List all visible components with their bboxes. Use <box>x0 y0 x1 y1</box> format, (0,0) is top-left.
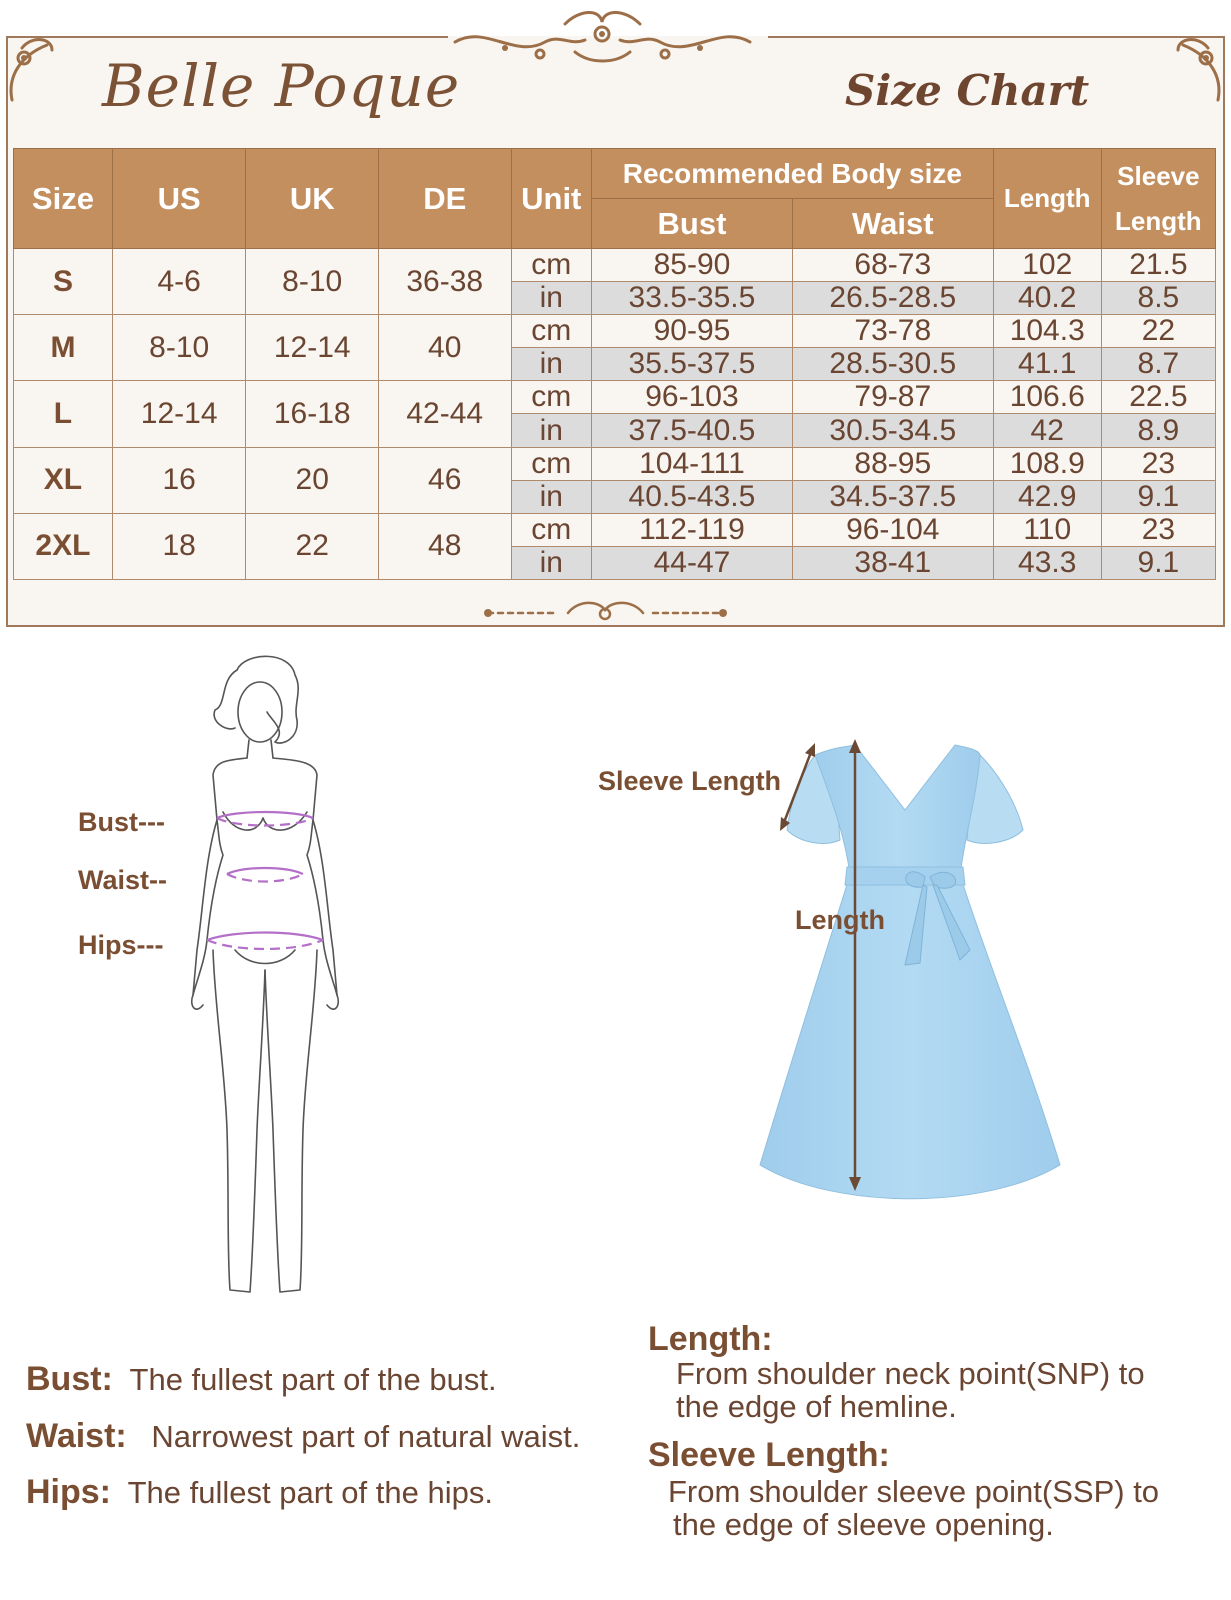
text-length-line2: the edge of hemline. <box>676 1389 957 1425</box>
cell-size: 2XL <box>14 513 113 579</box>
cell-waist: 73-78 <box>792 315 993 348</box>
cell-length: 108.9 <box>993 447 1101 480</box>
term-length: Length: <box>648 1320 773 1358</box>
cell-sleeve: 23 <box>1101 447 1215 480</box>
cell-size: S <box>14 249 113 315</box>
cell-unit: in <box>511 282 592 315</box>
cell-de: 46 <box>378 447 511 513</box>
table-row <box>14 447 1216 480</box>
cell-bust: 44-47 <box>592 546 793 579</box>
text-hips: The fullest part of the hips. <box>127 1475 493 1510</box>
cell-unit: cm <box>511 315 592 348</box>
label-bust: Bust--- <box>78 807 165 837</box>
header-recommended: Recommended Body size <box>592 149 994 199</box>
cell-uk: 20 <box>246 447 379 513</box>
text-bust: The fullest part of the bust. <box>129 1362 497 1397</box>
cell-bust: 40.5-43.5 <box>592 480 793 513</box>
cell-us: 16 <box>112 447 246 513</box>
cell-length: 104.3 <box>993 315 1101 348</box>
cell-bust: 33.5-35.5 <box>592 282 793 315</box>
label-waist: Waist-- <box>78 865 167 895</box>
definition-waist <box>26 1417 580 1456</box>
cell-size: XL <box>14 447 113 513</box>
table-row <box>14 381 1216 414</box>
header-uk: UK <box>246 149 379 249</box>
bottom-ornament-icon <box>478 596 733 630</box>
cell-us: 18 <box>112 513 246 579</box>
cell-waist: 88-95 <box>792 447 993 480</box>
cell-sleeve: 23 <box>1101 513 1215 546</box>
text-sleeve-line1: From shoulder sleeve point(SSP) to <box>668 1474 1160 1509</box>
label-hips: Hips--- <box>78 930 164 960</box>
header-length: Length <box>993 149 1101 249</box>
cell-sleeve: 8.9 <box>1101 414 1215 447</box>
cell-bust: 85-90 <box>592 249 793 282</box>
cell-uk: 12-14 <box>246 315 379 381</box>
cell-waist: 34.5-37.5 <box>792 480 993 513</box>
cell-waist: 30.5-34.5 <box>792 414 993 447</box>
table-row <box>14 315 1216 348</box>
header-waist: Waist <box>792 199 993 249</box>
cell-length: 42 <box>993 414 1101 447</box>
cell-bust: 104-111 <box>592 447 793 480</box>
cell-us: 8-10 <box>112 315 246 381</box>
term-bust: Bust: <box>26 1360 113 1398</box>
cell-bust: 37.5-40.5 <box>592 414 793 447</box>
cell-unit: in <box>511 480 592 513</box>
cell-length: 110 <box>993 513 1101 546</box>
size-table <box>13 148 1216 580</box>
panel-border-top-left <box>8 36 448 38</box>
cell-unit: cm <box>511 249 592 282</box>
cell-waist: 79-87 <box>792 381 993 414</box>
cell-uk: 16-18 <box>246 381 379 447</box>
header-bust: Bust <box>592 199 793 249</box>
cell-length: 42.9 <box>993 480 1101 513</box>
header-sleeve-line1: Sleeve <box>1117 161 1200 192</box>
cell-unit: cm <box>511 381 592 414</box>
cell-de: 40 <box>378 315 511 381</box>
dress-illustration-icon <box>755 735 1065 1215</box>
definition-hips <box>26 1473 493 1512</box>
cell-size: M <box>14 315 113 381</box>
term-sleeve-length: Sleeve Length: <box>648 1436 890 1474</box>
cell-waist: 28.5-30.5 <box>792 348 993 381</box>
corner-ornament-left-icon <box>2 30 62 110</box>
cell-unit: in <box>511 546 592 579</box>
cell-length: 106.6 <box>993 381 1101 414</box>
header-sleeve-length <box>1101 149 1215 249</box>
cell-waist: 38-41 <box>792 546 993 579</box>
cell-sleeve: 8.7 <box>1101 348 1215 381</box>
cell-waist: 96-104 <box>792 513 993 546</box>
header-sleeve-line2: Length <box>1115 205 1202 236</box>
cell-us: 12-14 <box>112 381 246 447</box>
cell-sleeve: 21.5 <box>1101 249 1215 282</box>
cell-waist: 68-73 <box>792 249 993 282</box>
cell-unit: in <box>511 414 592 447</box>
table-row <box>14 249 1216 282</box>
panel-border-top-right <box>768 36 1223 38</box>
cell-de: 48 <box>378 513 511 579</box>
cell-length: 43.3 <box>993 546 1101 579</box>
term-hips: Hips: <box>26 1473 111 1511</box>
cell-unit: cm <box>511 513 592 546</box>
term-waist: Waist: <box>26 1417 127 1455</box>
text-length <box>676 1357 1145 1423</box>
cell-unit: in <box>511 348 592 381</box>
header-us: US <box>112 149 246 249</box>
cell-sleeve: 9.1 <box>1101 546 1215 579</box>
cell-bust: 90-95 <box>592 315 793 348</box>
cell-us: 4-6 <box>112 249 246 315</box>
cell-sleeve: 22 <box>1101 315 1215 348</box>
cell-length: 41.1 <box>993 348 1101 381</box>
chart-title: Size Chart <box>845 66 1090 115</box>
text-sleeve-length <box>668 1475 1159 1541</box>
header-de: DE <box>378 149 511 249</box>
cell-sleeve: 8.5 <box>1101 282 1215 315</box>
table-row <box>14 513 1216 546</box>
cell-uk: 8-10 <box>246 249 379 315</box>
label-sleeve-length: Sleeve Length <box>598 766 782 796</box>
cell-bust: 35.5-37.5 <box>592 348 793 381</box>
header-size: Size <box>14 149 113 249</box>
cell-bust: 96-103 <box>592 381 793 414</box>
text-sleeve-line2: the edge of sleeve opening. <box>673 1507 1054 1543</box>
cell-size: L <box>14 381 113 447</box>
label-length: Length <box>795 905 885 935</box>
body-silhouette-icon <box>175 650 355 1300</box>
cell-sleeve: 9.1 <box>1101 480 1215 513</box>
brand-logo: Belle Poque <box>102 52 461 120</box>
ornament-flourish-icon <box>445 4 760 68</box>
cell-de: 36-38 <box>378 249 511 315</box>
cell-waist: 26.5-28.5 <box>792 282 993 315</box>
text-waist: Narrowest part of natural waist. <box>151 1419 581 1454</box>
cell-bust: 112-119 <box>592 513 793 546</box>
header-unit: Unit <box>511 149 592 249</box>
cell-unit: cm <box>511 447 592 480</box>
definition-bust <box>26 1360 497 1399</box>
cell-uk: 22 <box>246 513 379 579</box>
cell-length: 40.2 <box>993 282 1101 315</box>
cell-de: 42-44 <box>378 381 511 447</box>
cell-sleeve: 22.5 <box>1101 381 1215 414</box>
corner-ornament-right-icon <box>1168 30 1228 110</box>
text-length-line1: From shoulder neck point(SNP) to <box>676 1356 1145 1391</box>
cell-length: 102 <box>993 249 1101 282</box>
